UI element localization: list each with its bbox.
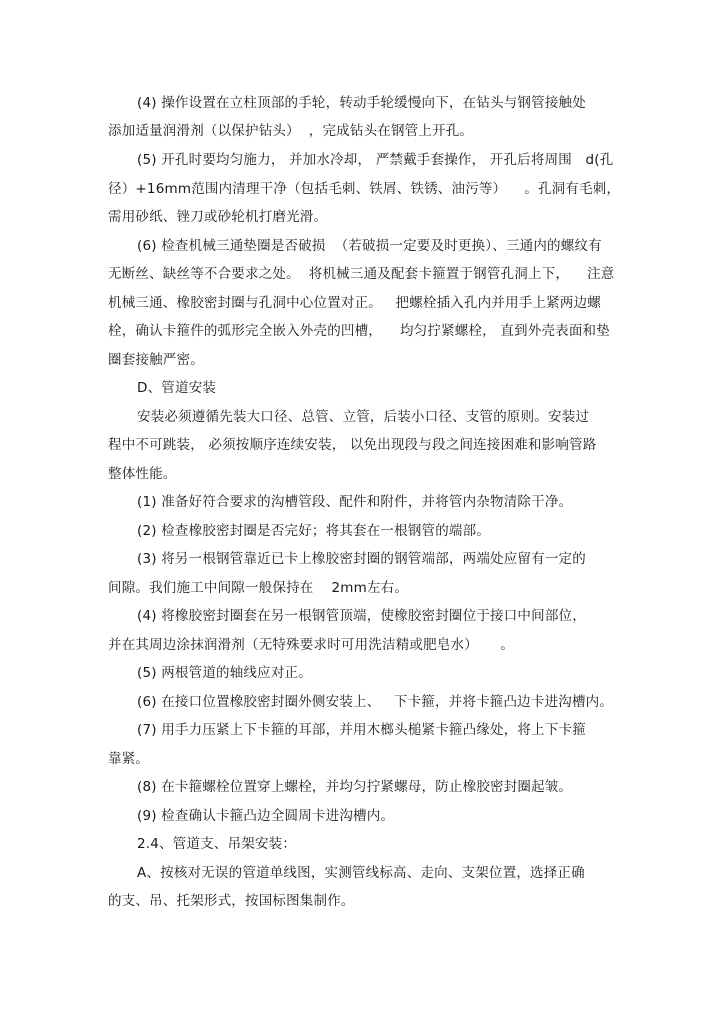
paragraph-line: (9) 检查确认卡箍凸边全圆周卡进沟槽内。 (137, 808, 395, 824)
paragraph-line: 程中不可跳装， 必须按顺序连续安装， 以免出现段与段之间连接困难和影响管路 (108, 437, 597, 453)
paragraph-line: 添加适量润滑剂（以保护钻头） ，完成钻头在钢管上开孔。 (108, 123, 474, 139)
paragraph-line: A、按核对无误的管道单线图，实测管线标高、走向、支架位置，选择正确 (137, 865, 585, 881)
paragraph-line: 圈套接触严密。 (108, 352, 204, 368)
paragraph-line: 的支、吊、托架形式，按国标图集制作。 (108, 893, 355, 909)
paragraph-line: 靠紧。 (108, 751, 150, 767)
paragraph-line: (8) 在卡箍螺栓位置穿上螺栓，并均匀拧紧螺母，防止橡胶密封圈起皱。 (137, 779, 573, 795)
paragraph-line: (2) 检查橡胶密封圈是否完好；将其套在一根钢管的端部。 (137, 523, 491, 539)
paragraph-line: (4) 操作设置在立柱顶部的手轮，转动手轮缓慢向下，在钻头与钢管接触处 (137, 95, 586, 111)
paragraph-line: (3) 将另一根钢管靠近已卡上橡胶密封圈的钢管端部，两端处应留有一定的 (137, 551, 586, 567)
paragraph-line: (4) 将橡胶密封圈套在另一根钢管顶端，使橡胶密封圈位于接口中间部位， (137, 608, 586, 624)
paragraph-line: 间隙。我们施工中间隙一般保持在 2mm左右。 (108, 580, 409, 596)
paragraph-line: 并在其周边涂抹润滑剂（无特殊要求时可用洗洁精或肥皂水） 。 (108, 637, 515, 653)
section-heading: D、管道安装 (137, 380, 217, 396)
paragraph-line: (1) 准备好符合要求的沟槽管段、配件和附件，并将管内杂物清除干净。 (137, 494, 573, 510)
paragraph-line: 栓，确认卡箍件的弧形完全嵌入外壳的凹槽， 均匀拧紧螺栓， 直到外壳表面和垫 (108, 323, 610, 339)
paragraph-line: (5) 开孔时要均匀施力， 并加水冷却， 严禁戴手套操作， 开孔后将周围 d(孔 (137, 152, 614, 168)
paragraph-line: 机械三通、橡胶密封圈与孔洞中心位置对正。 把螺栓插入孔内并用手上紧两边螺 (108, 295, 601, 311)
paragraph-line: (6) 在接口位置橡胶密封圈外侧安装上、 下卡箍，并将卡箍凸边卡进沟槽内。 (137, 694, 614, 710)
paragraph-line: (7) 用手力压紧上下卡箍的耳部，并用木榔头槌紧卡箍凸缘处，将上下卡箍 (137, 722, 586, 738)
paragraph-line: 需用砂纸、锉刀或砂轮机打磨光滑。 (108, 209, 328, 225)
paragraph-line: (6) 检查机械三通垫圈是否破损 （若破损一定要及时更换）、三通内的螺纹有 (137, 238, 602, 254)
paragraph-line: 整体性能。 (108, 466, 177, 482)
paragraph-line: 安装必须遵循先装大口径、总管、立管，后装小口径、支管的原则。安装过 (137, 409, 590, 425)
section-heading: 2.4、管道支、吊架安装： (137, 836, 297, 852)
paragraph-line: 径）+16mm范围内清理干净（包括毛刺、铁屑、铁锈、油污等） 。孔洞有毛刺， (108, 181, 621, 197)
paragraph-line: (5) 两根管道的轴线应对正。 (137, 665, 312, 681)
paragraph-line: 无断丝、缺丝等不合要求之处。 将机械三通及配套卡箍置于钢管孔洞上下， 注意 (108, 266, 615, 282)
